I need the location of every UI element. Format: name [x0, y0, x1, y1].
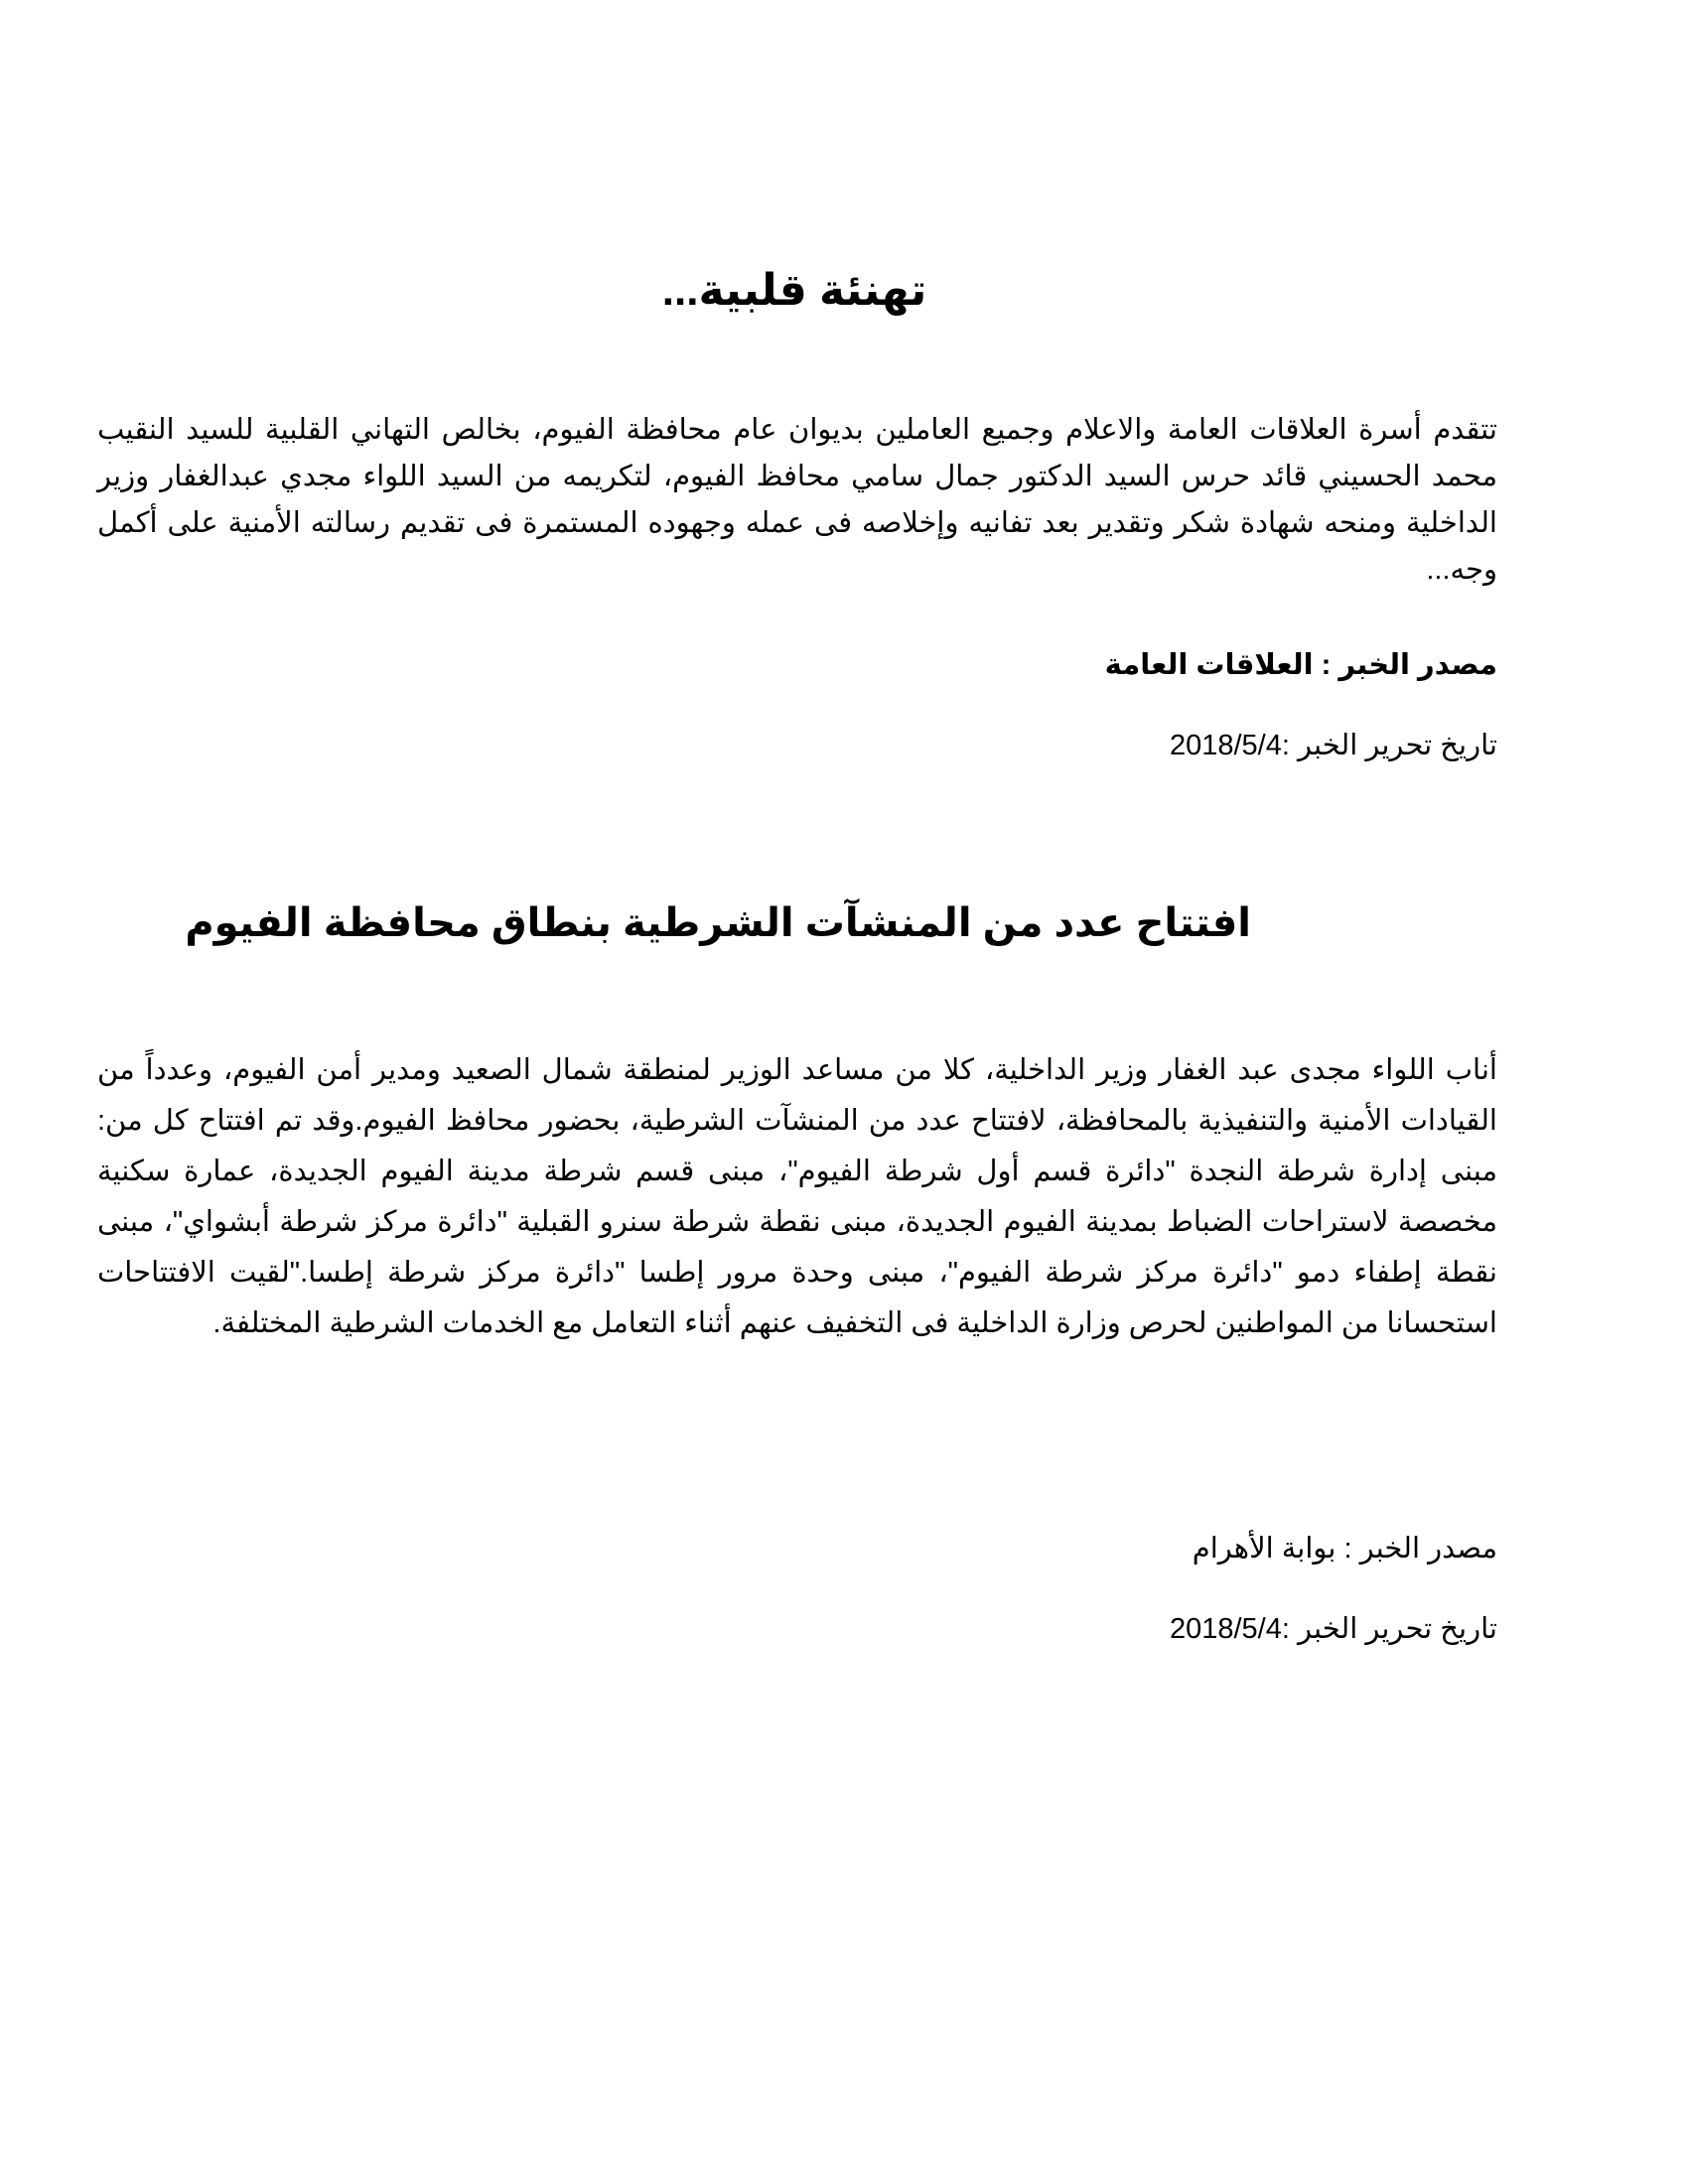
article-2-body: أناب اللواء مجدى عبد الغفار وزير الداخلية، كلا من مساعد الوزير لمنطقة شمال الصعيد ومدير أمن الفيوم، وعدداً من القيادات الأمنية والتنفيذية بالمحافظة، لافتتاح عدد من المنشآت الشرطية، بحضور محافظ الفيوم.وقد تم افتتاح كل من: مبنى إدارة شرطة النجدة "دائرة قسم أول شرطة الفيوم"، مبنى قسم شرطة مدينة الفيوم الجديدة، عمارة سكنية مخصصة لاستراحات الضباط بمدينة الفيوم الجديدة، مبنى نقطة شرطة سنرو القبلية "دائرة مركز شرطة أبشواي"، مبنى نقطة إطفاء دمو "دائرة مركز شرطة الفيوم"، مبنى وحدة مرور إطسا "دائرة مركز شرطة إطسا."لقيت الافتتاحات استحسانا من المواطنين لحرص وزارة الداخلية فى التخفيف عنهم أثناء التعامل مع الخدمات الشرطية المختلفة.	[97, 1054, 1497, 1339]
article-1-date-line	[97, 726, 1497, 765]
article-1-title: تهنئة قلبية...	[661, 266, 927, 315]
article-2-source: مصدر الخبر : بوابة الأهرام	[1192, 1533, 1497, 1565]
article-1-date-label: تاريخ تحرير الخبر :	[1281, 730, 1497, 761]
article-2-date-value: 2018/5/4	[1169, 1613, 1282, 1645]
article-2-date-label: تاريخ تحرير الخبر :	[1281, 1613, 1497, 1645]
article-1-source: مصدر الخبر : العلاقات العامة	[1104, 649, 1497, 681]
article-1-date-value: 2018/5/4	[1169, 730, 1282, 761]
article-2-title: افتتاح عدد من المنشآت الشرطية بنطاق محافظة الفيوم	[185, 901, 1251, 945]
article-2-date-line	[97, 1609, 1497, 1649]
article-1-body: تتقدم أسرة العلاقات العامة والاعلام وجميع العاملين بديوان عام محافظة الفيوم، بخالص التهاني القلبية للسيد النقيب محمد الحسيني قائد حرس السيد الدكتور جمال سامي محافظ الفيوم، لتكريمه من السيد اللواء مجدي عبدالغفار وزير الداخلية ومنحه شهادة شكر وتقدير بعد تفانيه وإخلاصه فى عمله وجهوده المستمرة فى تقديم رسالته الأمنية على أكمل وجه...	[97, 414, 1497, 586]
